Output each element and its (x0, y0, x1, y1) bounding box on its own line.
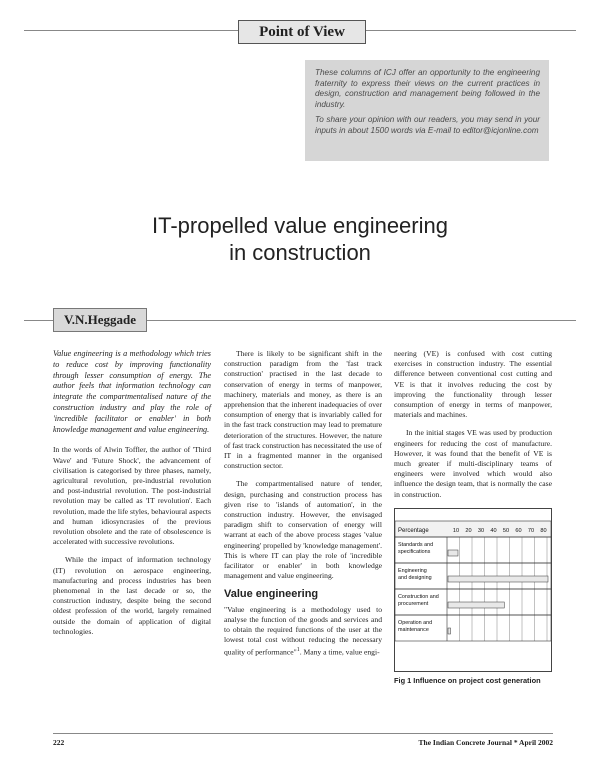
article-title (40, 212, 560, 266)
chart-bar (448, 576, 548, 582)
editorial-note-box (305, 60, 549, 161)
quote-text: "Value engineering is a methodology used to analyse the function of the goods and services and to obtain the required functions of the user at the lowest total cost without reducing the necessary quality of performance" (224, 604, 382, 658)
chart-tick-label: 10 (452, 527, 460, 534)
chart-tick-label: 60 (515, 527, 522, 534)
paragraph: neering (VE) is confused with cost cutting exercises in construction industry. The essential difference between conventional cost cutting and VE is that it involves reducing the cost by improving the functionality through lesser consumption of energy in terms of manpower, materials and machines. (394, 349, 552, 420)
editorial-note-text: These columns of ICJ offer an opportunity to the engineering fraternity to express their views on the current practices in design, construction and management being followed in the industry. (315, 68, 540, 109)
figure-caption: Fig 1 Influence on project cost generation (394, 675, 541, 685)
abstract: Value engineering is a methodology which tries to reduce cost by improving functionality through lesser consumption of energy. The author feels that information technology can integrate the compartmentalised nature of the construction industry and play the role of 'incredible facilitator or enabler' in both knowledge management and value engineering. (53, 349, 211, 434)
footer-rule (53, 733, 553, 734)
title-line-2: in construction (229, 240, 371, 265)
page-number: 222 (53, 738, 65, 747)
chart-tick-label: 30 (477, 527, 485, 534)
chart-bar (448, 602, 504, 608)
chart-category-label: Engineering (398, 567, 427, 574)
chart-category-label: specifications (398, 548, 431, 555)
chart-bar (448, 628, 451, 634)
chart-tick-label: 50 (502, 527, 510, 534)
column-2 (224, 349, 382, 666)
chart-tick-label: 70 (527, 527, 535, 534)
paragraph: The compartmentalised nature of tender, design, purchasing and construction process has given rise to 'islands of automation', in the construction industry. However, the envisaged paradigm shift to conservation of energy will warrant at each of the above process stages 'value engineering' propelled by 'knowledge management'. This is where IT can play the role of 'incredible facilitator or enabler' in both knowledge management and value engineering. (224, 479, 382, 581)
subheading: Value engineering (224, 588, 319, 601)
chart-bar (448, 550, 458, 556)
chart-category-label: procurement (398, 600, 429, 607)
chart-tick-label: 40 (490, 527, 497, 534)
chart-category-label: and designing (398, 574, 432, 581)
paragraph: There is likely to be significant shift in the construction paradigm from the 'fast track construction' practised in the last decade to conservation of energy in terms of manpower, machinery, materials and money, as there is an apprehension that the inherent inadequacies of over consumption of energy that is invariably called for in the fast track construction may lead to premature deterioration of the structures. However, the nature of fast track construction has necessitated the use of IT in a fragmented manner in the organised construction sector. (224, 349, 382, 471)
submission-note-text: To share your opinion with our readers, you may send in your inputs in about 1500 words via E-mail to editor@icjonline.com (315, 115, 540, 135)
reference-mark: 1 (296, 647, 300, 654)
quote-continuation: . Many a time, value engi- (299, 648, 380, 658)
paragraph (224, 605, 382, 659)
chart-tick-label: 20 (465, 527, 472, 534)
paragraph: In the initial stages VE was used by production engineers for reducing the cost of manufacture. However, it was found that the benefit of VE is much greater if multi-disciplinary teams of engineers were involved which would also influence the design team, that is normally the case in construction. (394, 428, 552, 499)
paragraph: While the impact of information technology (IT) revolution on aerospace engineering, manufacturing and process industries has been phenomenal in the last decade or so, the construction industry, despite being the second oldest profession of the world, largely remained outside the domain of application of digital technologies. (53, 555, 211, 636)
paragraph: In the words of Alwin Toffler, the author of 'Third Wave' and 'Future Shock', the advancement of civilisation is categorised by three phases, namely, agricultural revolution, pre-industrial revolution and post-industrial revolution. The post-industrial revolution may be called as 'IT revolution'. Each revolution, made the life styles, behavioural aspects and human idiosyncrasies of the previous revolution obsolete and the rate of obsolescence is accelerated with successive revolutions. (53, 445, 211, 547)
author-name: V.N.Heggade (53, 308, 147, 332)
chart-category-label: Operation and (398, 619, 433, 626)
chart-category-label: maintenance (398, 626, 429, 633)
journal-name: The Indian Concrete Journal * April 2002 (418, 738, 553, 747)
chart-svg (395, 509, 551, 671)
column-1 (53, 349, 211, 645)
chart-header-label: Percentage (398, 527, 429, 534)
chart-category-label: Construction and (398, 593, 439, 600)
chart-tick-label: 80 (540, 527, 547, 534)
title-line-1: IT-propelled value engineering (152, 213, 448, 238)
chart-category-label: Standards and (398, 541, 434, 548)
column-3 (394, 349, 552, 685)
figure-chart (394, 508, 552, 672)
section-label: Point of View (238, 20, 366, 44)
